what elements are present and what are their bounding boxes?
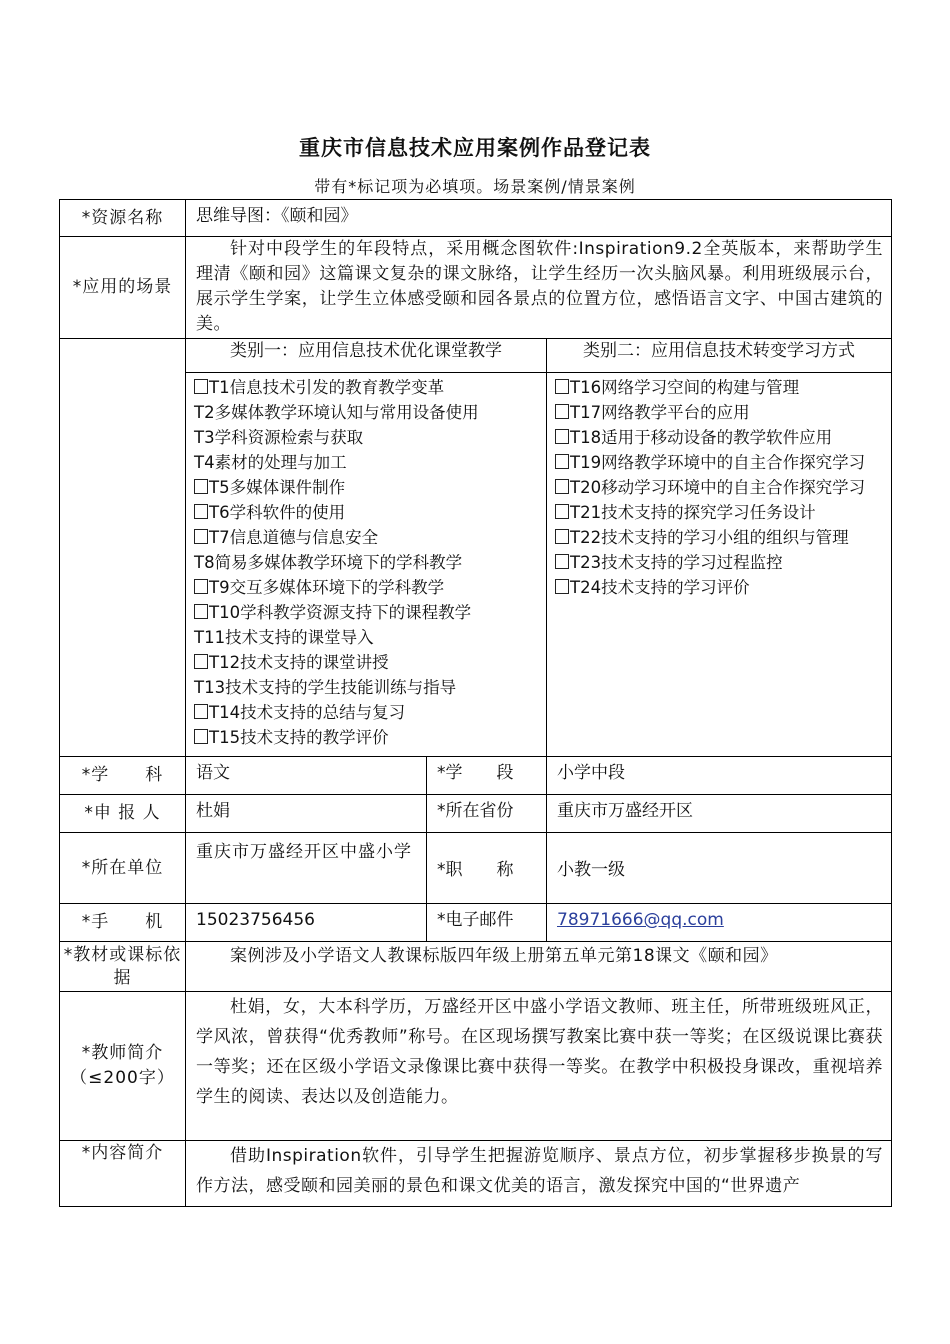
topic-item[interactable]: T10学科教学资源支持下的课程教学 [194,600,540,625]
topic-item: T4素材的处理与加工 [194,453,347,472]
topic-item[interactable]: T9交互多媒体环境下的学科教学 [194,575,540,600]
checkbox-icon[interactable] [194,704,208,719]
topic-item[interactable]: T23技术支持的学习过程监控 [555,550,885,575]
topic-item[interactable]: T19网络教学环境中的自主合作探究学习 [555,450,885,475]
topic-item[interactable]: T18适用于移动设备的教学软件应用 [555,425,885,450]
email-link[interactable]: 78971666@qq.com [557,910,724,930]
teacher-intro-label: *教师简介（≤200字） [60,992,186,1141]
scene-label: *应用的场景 [60,237,186,339]
content-intro-label: *内容简介 [60,1141,186,1207]
checkbox-icon[interactable] [194,529,208,544]
checkbox-icon[interactable] [194,729,208,744]
checkbox-icon[interactable] [555,404,569,419]
registration-form [59,199,892,1207]
category-label-cell [60,339,186,757]
checkbox-icon[interactable] [555,579,569,594]
checkbox-icon[interactable] [555,504,569,519]
checkbox-icon[interactable] [194,579,208,594]
topic-item: T11技术支持的课堂导入 [194,628,374,647]
topic-item[interactable]: T20移动学习环境中的自主合作探究学习 [555,475,885,500]
checkbox-icon[interactable] [555,529,569,544]
checkbox-icon[interactable] [194,604,208,619]
textbook-value: 案例涉及小学语文人教课标版四年级上册第五单元第18课文《颐和园》 [186,942,892,992]
category1-list [186,373,547,757]
province-label: *所在省份 [427,795,547,833]
content-intro-value: 借助Inspiration软件，引导学生把握游览顺序、景点方位，初步掌握移步换景的写作方法，感受颐和园美丽的景色和课文优美的语言，激发探究中国的“世界遗产 [186,1141,892,1207]
applicant-label: *申 报 人 [60,795,186,833]
page-title: 重庆市信息技术应用案例作品登记表 [299,135,651,160]
topic-item[interactable]: T1信息技术引发的教育教学变革 [194,375,540,400]
checkbox-icon[interactable] [194,379,208,394]
checkbox-icon[interactable] [555,454,569,469]
subject-value: 语文 [186,757,427,795]
topic-item[interactable]: T15技术支持的教学评价 [194,725,540,750]
topic-item[interactable]: T17网络教学平台的应用 [555,400,885,425]
textbook-label: *教材或课标依据 [60,942,186,992]
topic-item[interactable]: T22技术支持的学习小组的组织与管理 [555,525,885,550]
province-value: 重庆市万盛经开区 [547,795,892,833]
row-textbook [60,942,892,992]
checkbox-icon[interactable] [194,654,208,669]
row-subject [60,757,892,795]
unit-value: 重庆市万盛经开区中盛小学 [186,833,427,904]
unit-label: *所在单位 [60,833,186,904]
category2-list [547,373,892,757]
title-rank-value: 小教一级 [547,833,892,904]
topic-item: T8简易多媒体教学环境下的学科教学 [194,553,463,572]
email-cell [547,904,892,942]
topic-item[interactable]: T16网络学习空间的构建与管理 [555,375,885,400]
page-subtitle: 带有*标记项为必填项。场景案例/情景案例 [314,177,636,196]
stage-label: *学 段 [427,757,547,795]
topic-item: T3学科资源检索与获取 [194,428,364,447]
row-scene [60,237,892,339]
row-unit [60,833,892,904]
checkbox-icon[interactable] [555,429,569,444]
row-content-intro [60,1141,892,1207]
row-category-headers [60,339,892,373]
scene-value: 针对中段学生的年段特点，采用概念图软件:Inspiration9.2全英版本，来帮助学生理清《颐和园》这篇课文复杂的课文脉络，让学生经历一次头脑风暴。利用班级展示台，展示学生学案，让学生立体感受颐和园各景点的位置方位，感悟语言文字、中国古建筑的美。 [186,237,892,339]
row-applicant [60,795,892,833]
email-label: *电子邮件 [427,904,547,942]
topic-item[interactable]: T24技术支持的学习评价 [555,575,885,600]
checkbox-icon[interactable] [194,479,208,494]
stage-value: 小学中段 [547,757,892,795]
teacher-intro-value: 杜娟，女，大本科学历，万盛经开区中盛小学语文教师、班主任，所带班级班风正，学风浓，曾获得“优秀教师”称号。在区现场撰写教案比赛中获一等奖；在区级说课比赛获一等奖；还在区级小学语文录像课比赛中获得一等奖。在教学中积极投身课改，重视培养学生的阅读、表达以及创造能力。 [186,992,892,1141]
topic-item[interactable]: T14技术支持的总结与复习 [194,700,540,725]
category2-title: 类别二：应用信息技术转变学习方式 [547,339,892,373]
category1-title: 类别一：应用信息技术优化课堂教学 [186,339,547,373]
phone-label: *手 机 [60,904,186,942]
applicant-value: 杜娟 [186,795,427,833]
topic-item[interactable]: T6学科软件的使用 [194,500,540,525]
row-phone [60,904,892,942]
subject-label: *学 科 [60,757,186,795]
resource-value: 思维导图：《颐和园》 [186,200,892,237]
topic-item[interactable]: T5多媒体课件制作 [194,475,540,500]
row-resource [60,200,892,237]
row-teacher-intro [60,992,892,1141]
topic-item[interactable]: T7信息道德与信息安全 [194,525,540,550]
checkbox-icon[interactable] [555,554,569,569]
topic-item[interactable]: T21技术支持的探究学习任务设计 [555,500,885,525]
topic-item[interactable]: T12技术支持的课堂讲授 [194,650,540,675]
checkbox-icon[interactable] [194,504,208,519]
phone-value: 15023756456 [186,904,427,942]
checkbox-icon[interactable] [555,379,569,394]
topic-item: T2多媒体教学环境认知与常用设备使用 [194,403,479,422]
topic-item: T13技术支持的学生技能训练与指导 [194,678,457,697]
title-rank-label: *职 称 [427,833,547,904]
checkbox-icon[interactable] [555,479,569,494]
resource-label: *资源名称 [60,200,186,237]
